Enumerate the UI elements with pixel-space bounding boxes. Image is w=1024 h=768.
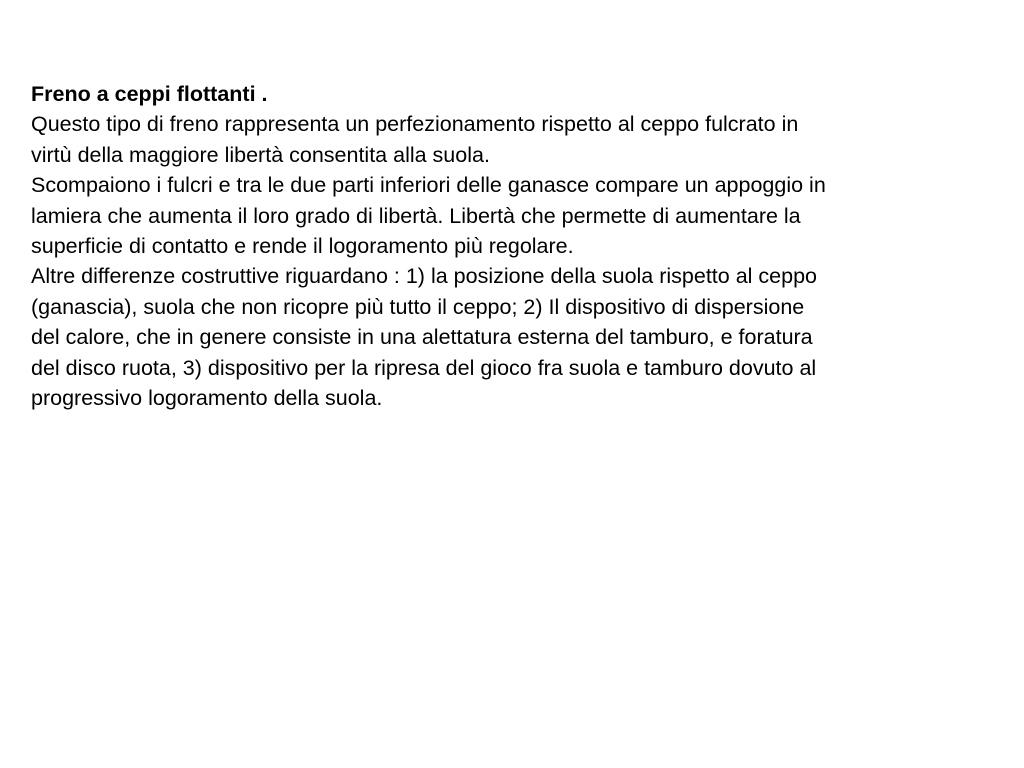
text-line: (ganascia), suola che non ricopre più tutto il ceppo; 2) Il dispositivo di dispersione <box>31 294 805 319</box>
text-line: virtù della maggiore libertà consentita alla suola. <box>31 142 490 167</box>
text-line: Scompaiono i fulcri e tra le due parti inferiori delle ganasce compare un appoggio in <box>31 173 826 198</box>
text-line: Altre differenze costruttive riguardano : 1) la posizione della suola rispetto al ceppo <box>31 264 817 289</box>
text-line: del disco ruota, 3) dispositivo per la ripresa del gioco fra suola e tamburo dovuto al <box>31 355 817 380</box>
document-title: Freno a ceppi flottanti . <box>31 82 268 106</box>
text-line: superficie di contatto e rende il logoramento più regolare. <box>31 234 574 259</box>
body-text-block <box>31 79 1011 413</box>
text-line: progressivo logoramento della suola. <box>31 386 383 411</box>
text-line: lamiera che aumenta il loro grado di libertà. Libertà che permette di aumentare la <box>31 203 801 228</box>
text-line: Questo tipo di freno rappresenta un perfezionamento rispetto al ceppo fulcrato in <box>31 112 799 137</box>
text-line: del calore, che in genere consiste in una alettatura esterna del tamburo, e foratura <box>31 325 813 350</box>
